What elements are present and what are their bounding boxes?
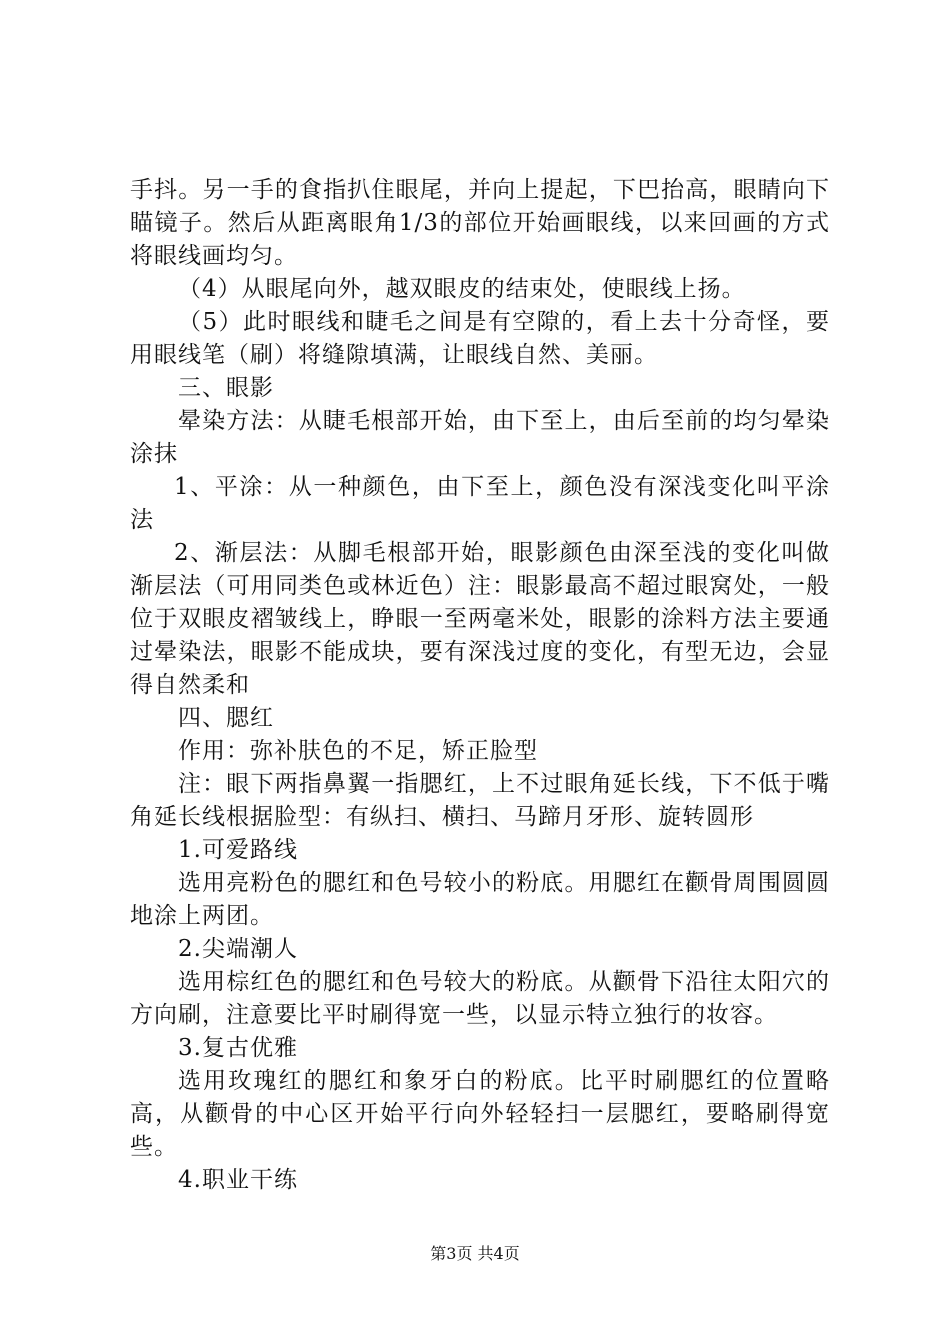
paragraph-step-5: （5）此时眼线和睫毛之间是有空隙的，看上去十分奇怪，要用眼线笔（刷）将缝隙填满，让眼线自然、美丽。 — [130, 309, 830, 368]
section-heading-blush: 四、腮红 — [178, 705, 274, 731]
subheading-cute-style: 1.可爱路线 — [178, 837, 298, 863]
paragraph-step-4: （4）从眼尾向外，越双眼皮的结束处，使眼线上扬。 — [178, 276, 746, 302]
paragraph-blush-purpose: 作用：弥补肤色的不足，矫正脸型 — [178, 738, 538, 764]
paragraph-retro-style: 选用玫瑰红的腮红和象牙白的粉底。比平时刷腮红的位置略高，从颧骨的中心区开始平行向外轻轻扫一层腮红，要略刷得宽些。 — [130, 1068, 830, 1160]
paragraph-gradient-method: 2、渐层法：从脚毛根部开始，眼影颜色由深至浅的变化叫做渐层法（可用同类色或林近色）注：眼影最高不超过眼窝处，一般位于双眼皮褶皱线上，睁眼一至两毫米处，眼影的涂料方法主要通过晕染法，眼影不能成块，要有深浅过度的变化，有型无边，会显得自然柔和 — [130, 540, 830, 698]
subheading-retro-style: 3.复古优雅 — [178, 1035, 298, 1061]
page-number-footer: 第3页 共4页 — [430, 1244, 520, 1263]
subheading-professional-style: 4.职业干练 — [178, 1167, 298, 1193]
paragraph-flat-method: 1、平涂：从一种颜色，由下至上，颜色没有深浅变化叫平涂法 — [130, 474, 830, 533]
paragraph-blending-method: 晕染方法：从睫毛根部开始，由下至上，由后至前的均匀晕染涂抹 — [130, 408, 830, 467]
paragraph-blush-note: 注：眼下两指鼻翼一指腮红，上不过眼角延长线，下不低于嘴角延长线根据脸型：有纵扫、横扫、马蹄月牙形、旋转圆形 — [130, 771, 830, 830]
section-heading-eyeshadow: 三、眼影 — [178, 375, 274, 401]
paragraph-eyeliner-steps: 手抖。另一手的食指扒住眼尾，并向上提起，下巴抬高，眼睛向下瞄镜子。然后从距离眼角1/3的部位开始画眼线，以来回画的方式将眼线画均匀。 — [130, 177, 830, 269]
document-body — [130, 174, 830, 1197]
subheading-trendy-style: 2.尖端潮人 — [178, 936, 298, 962]
paragraph-trendy-style: 选用棕红色的腮红和色号较大的粉底。从颧骨下沿往太阳穴的方向刷，注意要比平时刷得宽一些，以显示特立独行的妆容。 — [130, 969, 830, 1028]
paragraph-cute-style: 选用亮粉色的腮红和色号较小的粉底。用腮红在颧骨周围圆圆地涂上两团。 — [130, 870, 830, 929]
